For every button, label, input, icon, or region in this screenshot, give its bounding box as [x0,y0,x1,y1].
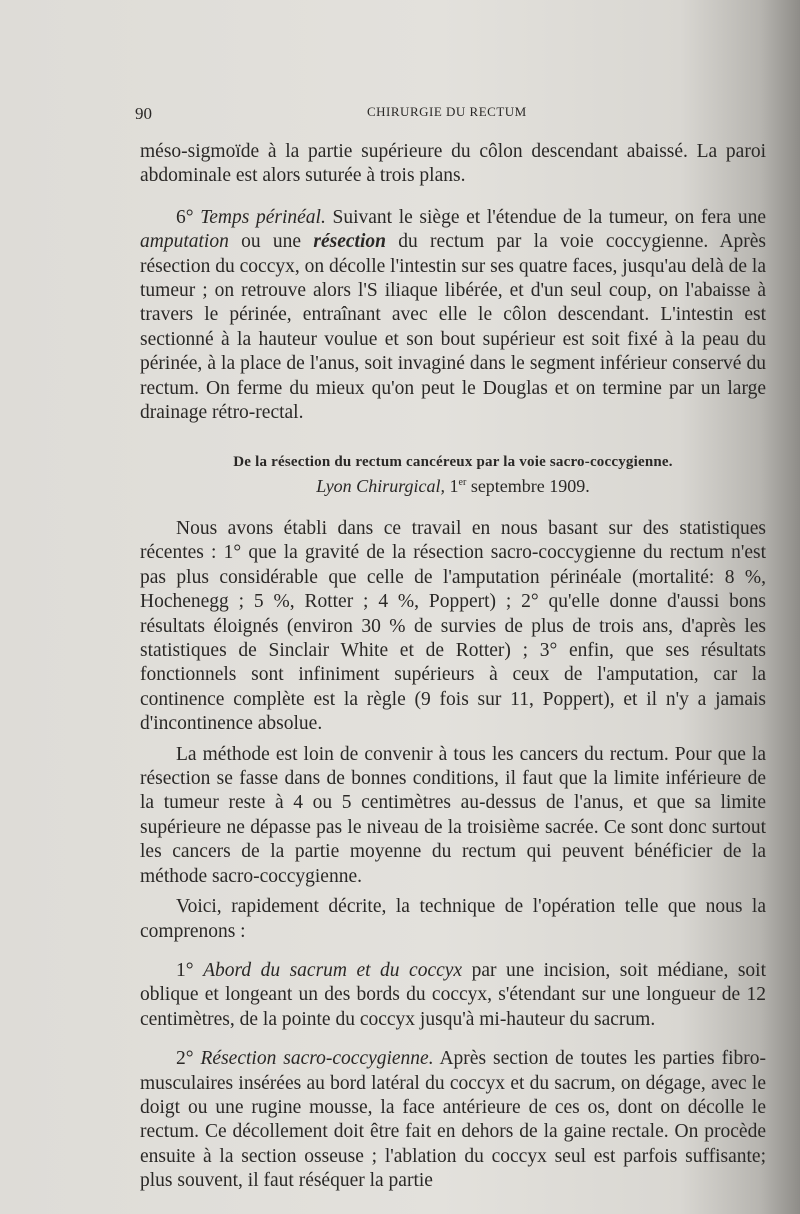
paragraph-technique: Voici, rapidement décrite, la technique de l'opération telle que nous la comprenons : [140,896,766,942]
step-title: Abord du sacrum et du coccyx [203,959,463,981]
step-title: Résection sacro-coccygienne. [200,1048,434,1070]
page-header [135,100,760,126]
section-citation: Lyon Chirurgical, 1er septembre 1909. [316,476,590,496]
emphasis-amputation: amputation [140,231,229,253]
page-number: 90 [135,104,152,123]
paragraph-statistics: Nous avons établi dans ce travail en nous basant sur des statistiques récentes : 1° que la gravité de la résection sacro-coccygienne du rectum n'est pas plus considérable que celle de l'amputation périnéale (mortalité: 8 %, Hochenegg ; 5 %, Rotter ; 4 %, Poppert) ; 2° qu'elle donne d'aussi bons résultats éloignés (environ 30 % de survies de plus de trois ans, d'après les statistiques de Sinclair White et de Rotter) ; 3° enfin, que ses résultats fonctionnels sont infiniment supérieurs à ceux de l'amputation, car la continence complète est la règle (9 fois sur 11, Poppert), et il n'y a jamais d'incontinence absolue. [140,518,766,735]
paragraph-intro: méso-sigmoïde à la partie supérieure du côlon descendant abaissé. La paroi abdominale est alors suturée à trois plans. [140,141,766,187]
step-number: 6° [176,206,194,228]
intro-text [140,140,766,425]
paragraph-abord: 1° Abord du sacrum et du coccyx par une incision, soit médiane, soit oblique et longeant un des bords du coccyx, s'étendant sur une longueur de 12 centimètres, de la pointe du coccyx jusqu'à mi-hauteur du sacrum. [140,959,767,1030]
paragraph-resection: 2° Résection sacro-coccygienne. Après section de toutes les parties fibro-musculaires insérées au bord latéral du coccyx et du sacrum, on dégage, avec le doigt ou une rugine mousse, la face antérieure de ces os, dont on décolle le rectum. Ce décollement doit être fait en dehors de la gaine rectale. On procède ensuite à la section osseuse ; l'ablation du coccyx seul est parfois suffisante; plus souvent, il faut réséquer la partie [140,1048,766,1192]
paragraph-temps-perineal: 6° Temps périnéal. Suivant le siège et l'étendue de la tumeur, on fera une amputation ou une résection du rectum par la voie coccygienne. Après résection du coccyx, on décolle l'intestin sur ses quatre faces, jusqu'au delà de la tumeur ; on retrouve alors l'S iliaque libérée, et d'un seul coup, on l'abaisse à travers le périnée, entraînant avec elle le côlon descendant. L'intestin est sectionné à la hauteur voulue et son bout supérieur est soit fixé à la peau du périnée, à la place de l'anus, soit invaginé dans le segment inférieur conservé du rectum. On ferme du mieux qu'on peut le Douglas et on termine par un large drainage rétro-rectal. [140,206,767,424]
body-text [140,517,766,1194]
emphasis-resection: résection [313,231,386,253]
step-title: Temps périnéal. [200,206,326,228]
section-heading: De la résection du rectum cancéreux par la voie sacro-coccygienne. [233,454,673,470]
paragraph-methode: La méthode est loin de convenir à tous les cancers du rectum. Pour que la résection se fasse dans de bonnes conditions, il faut que la limite inférieure de la tumeur reste à 4 ou 5 centimètres au-dessus de l'anus, et que sa limite supérieure ne dépasse pas le niveau de la troisième sacrée. Ce sont donc surtout les cancers de la partie moyenne du rectum qui peuvent bénéficier de la méthode sacro-coccygienne. [140,743,766,887]
journal-name: Lyon Chirurgical, [316,476,446,496]
running-title: CHIRURGIE DU RECTUM [367,104,527,119]
